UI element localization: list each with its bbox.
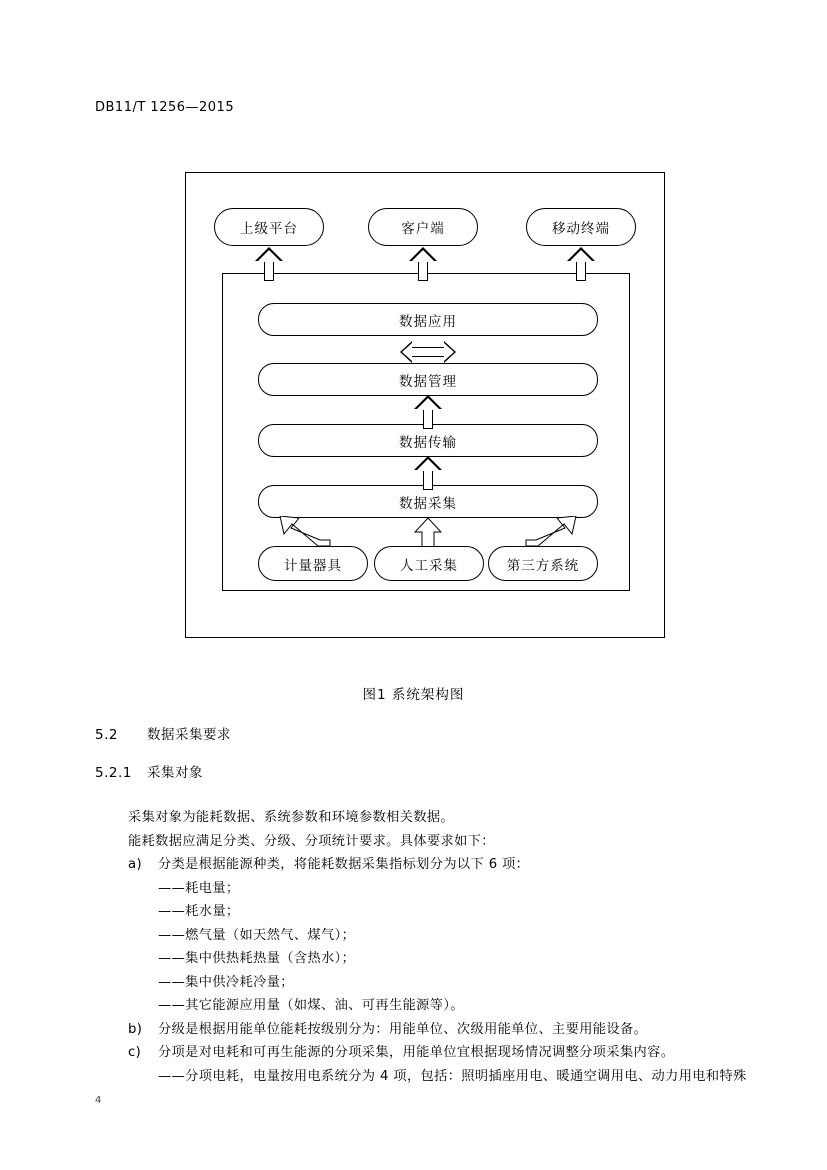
- figure-node-client: [368, 208, 478, 246]
- section-title: 采集对象: [147, 765, 203, 781]
- node-label: 移动终端: [552, 221, 610, 237]
- dash-item: ——耗电量；: [158, 880, 240, 896]
- node-label: 数据传输: [399, 434, 457, 451]
- list-item-text: 分项是对电耗和可再生能源的分项采集，用能单位宜根据现场情况调整分项采集内容。: [158, 1045, 675, 1060]
- node-label: 第三方系统: [506, 557, 580, 574]
- dash-item: ——耗水量；: [158, 904, 240, 919]
- list-marker: a): [128, 857, 143, 872]
- node-label: 计量器具: [284, 557, 342, 574]
- figure-caption: 图1 系统架构图: [362, 687, 465, 703]
- dash-item: ——集中供热耗热量（含热水）；: [158, 951, 356, 966]
- list-item-text: 分级是根据用能单位能耗按级别分为：用能单位、次级用能单位、主要用能设备。: [158, 1021, 648, 1037]
- dash-item: ——集中供冷耗冷量；: [158, 974, 294, 990]
- page-number: 4: [95, 1095, 102, 1106]
- body-text: [128, 806, 788, 1088]
- dash-item: ——燃气量（如天然气、煤气）；: [158, 927, 356, 943]
- list-marker: c): [128, 1045, 142, 1060]
- node-label: 数据管理: [399, 373, 457, 390]
- paragraph: 能耗数据应满足分类、分级、分项统计要求。具体要求如下：: [128, 833, 495, 849]
- node-label: 数据应用: [399, 313, 457, 330]
- list-item: [128, 1018, 788, 1042]
- arrow-up-icon: [414, 456, 442, 490]
- section-number: 5.2: [95, 727, 118, 743]
- figure-node-data-application: [258, 303, 598, 336]
- dash-item: ——分项电耗，电量按用电系统分为 4 项，包括：照明插座用电、暖通空调用电、动力用电和特殊: [158, 1068, 747, 1084]
- list-item: [128, 853, 788, 877]
- arrow-diagonal-icon: [278, 516, 348, 548]
- section-heading-5-2-1: [95, 761, 203, 781]
- node-label: 上级平台: [240, 221, 298, 237]
- list-marker: b): [128, 1021, 143, 1037]
- figure-node-third-party-system: [488, 546, 598, 581]
- figure-node-metering-device: [258, 546, 368, 581]
- arrow-up-icon: [567, 247, 595, 281]
- arrow-up-icon: [414, 395, 442, 429]
- dash-item: ——其它能源应用量（如煤、油、可再生能源等）。: [158, 998, 464, 1013]
- section-title: 数据采集要求: [147, 727, 231, 743]
- node-label: 数据采集: [399, 495, 457, 512]
- arrow-bidirectional-icon: [400, 341, 456, 363]
- section-heading-5-2: [95, 723, 231, 743]
- figure-node-mobile-terminal: [526, 208, 636, 246]
- arrow-up-icon: [414, 518, 442, 548]
- node-label: 客户端: [401, 221, 445, 237]
- figure-node-upper-platform: [214, 208, 324, 246]
- list-item-text: 分类是根据能源种类，将能耗数据采集指标划分为以下 6 项：: [158, 857, 530, 872]
- arrow-up-icon: [409, 247, 437, 281]
- arrow-up-icon: [255, 247, 283, 281]
- paragraph: 采集对象为能耗数据、系统参数和环境参数相关数据。: [128, 810, 455, 825]
- figure-node-manual-collection: [374, 546, 484, 581]
- node-label: 人工采集: [400, 557, 458, 574]
- list-item: [128, 1041, 788, 1065]
- document-header: DB11/T 1256—2015: [95, 100, 235, 115]
- figure-node-data-management: [258, 363, 598, 396]
- system-architecture-figure: [185, 172, 665, 638]
- arrow-diagonal-icon: [508, 516, 578, 548]
- section-number: 5.2.1: [95, 765, 132, 781]
